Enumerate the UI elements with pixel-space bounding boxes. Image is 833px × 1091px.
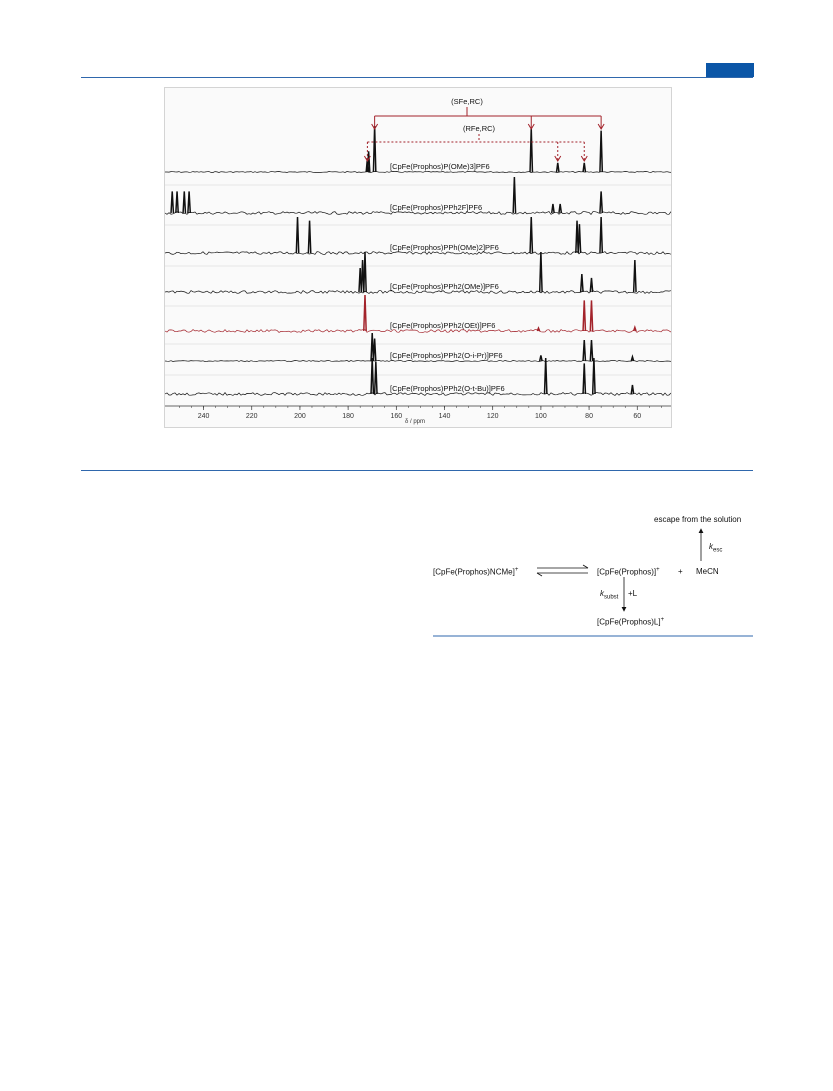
nmr-figure bbox=[164, 87, 672, 428]
spectrum-label: [CpFe(Prophos)PPh2F]PF6 bbox=[390, 203, 483, 212]
spectrum-peak bbox=[364, 295, 366, 331]
spectrum-peak bbox=[559, 204, 561, 213]
spectrum-peak bbox=[600, 191, 602, 213]
spectrum-label: [CpFe(Prophos)PPh2(OEt)]PF6 bbox=[390, 321, 496, 330]
spectrum-peak bbox=[371, 358, 373, 394]
spectrum-peak bbox=[373, 339, 375, 361]
page-number-tab bbox=[706, 63, 754, 77]
intermediate-label: [CpFe(Prophos)]+ bbox=[597, 567, 660, 577]
baseline-noise bbox=[165, 291, 671, 294]
spectrum-peak bbox=[593, 358, 595, 394]
spectrum-peak bbox=[513, 177, 515, 213]
k-subst-label: $k_{subst}$ bbox=[600, 589, 619, 601]
x-tick-label: 200 bbox=[294, 413, 306, 420]
x-tick-label: 60 bbox=[633, 413, 642, 420]
spectrum-peak bbox=[631, 385, 633, 394]
spectrum-peak bbox=[583, 363, 585, 394]
spectrum-peak bbox=[540, 252, 542, 292]
spectrum-peak bbox=[552, 204, 554, 213]
spectrum-peak bbox=[600, 217, 602, 253]
spectrum-peak bbox=[373, 126, 375, 172]
baseline-noise bbox=[165, 172, 671, 173]
spectrum-label: [CpFe(Prophos)P(OMe)3]PF6 bbox=[390, 162, 490, 171]
baseline-noise bbox=[165, 252, 671, 255]
spectrum-peak bbox=[296, 217, 298, 253]
spectrum-peak bbox=[375, 362, 377, 394]
spectrum-peak bbox=[634, 260, 636, 292]
spectrum-peak bbox=[530, 128, 532, 172]
section-rule bbox=[81, 470, 753, 471]
spectrum-peak bbox=[308, 221, 310, 253]
x-tick-label: 240 bbox=[197, 413, 210, 420]
x-tick-label: 180 bbox=[342, 413, 354, 420]
spectrum-peak bbox=[171, 191, 173, 213]
spectrum-peak bbox=[590, 278, 592, 292]
spectrum-peak bbox=[176, 191, 178, 213]
baseline-noise bbox=[165, 330, 671, 333]
plus-sign: + bbox=[678, 567, 683, 576]
x-tick-label: 120 bbox=[486, 413, 499, 420]
mecn-label: MeCN bbox=[696, 567, 719, 576]
escape-label: escape from the solution bbox=[654, 515, 742, 524]
baseline-noise bbox=[165, 361, 671, 362]
spectrum-label: [CpFe(Prophos)PPh2(OMe)]PF6 bbox=[390, 282, 499, 291]
header-rule bbox=[81, 77, 753, 78]
spectrum-label: [CpFe(Prophos)PPh(OMe)2]PF6 bbox=[390, 243, 499, 252]
spectrum-peak bbox=[540, 355, 542, 361]
spectrum-peak bbox=[557, 163, 559, 172]
x-tick-label: 160 bbox=[390, 413, 403, 420]
spectrum-label: [CpFe(Prophos)PPh2(O-i-Pr)]PF6 bbox=[390, 351, 503, 360]
reactant-label: [CpFe(Prophos)NCMe]+ bbox=[433, 567, 519, 577]
spectrum-peak bbox=[183, 191, 185, 213]
spectrum-peak bbox=[583, 300, 585, 331]
baseline-noise bbox=[165, 212, 671, 215]
spectrum-peak bbox=[364, 252, 366, 292]
x-axis-label: δ / ppm bbox=[404, 419, 426, 425]
plus-l-label: +L bbox=[628, 589, 638, 598]
x-tick-label: 100 bbox=[535, 413, 547, 420]
spectrum-peak bbox=[590, 340, 592, 361]
nmr-spectra-plot bbox=[165, 88, 671, 427]
rfe-annotation: (RFe,RC) bbox=[462, 124, 496, 133]
spectrum-peak bbox=[188, 191, 190, 213]
reaction-scheme bbox=[430, 505, 760, 645]
spectrum-peak bbox=[545, 358, 547, 394]
spectrum-peak bbox=[590, 300, 592, 331]
product-label: [CpFe(Prophos)L]+ bbox=[597, 617, 665, 627]
spectrum-peak bbox=[578, 224, 580, 253]
x-tick-label: 140 bbox=[438, 413, 451, 420]
spectrum-peak bbox=[583, 340, 585, 361]
spectrum-label: [CpFe(Prophos)PPh2(O-t-Bu)]PF6 bbox=[390, 384, 505, 393]
x-tick-label: 220 bbox=[245, 413, 258, 420]
spectrum-peak bbox=[583, 163, 585, 172]
x-tick-label: 80 bbox=[585, 413, 593, 420]
spectrum-peak bbox=[600, 131, 602, 172]
sfe-annotation: (SFe,RC) bbox=[451, 97, 483, 106]
spectrum-peak bbox=[530, 217, 532, 253]
spectrum-peak bbox=[581, 274, 583, 292]
k-esc-label: $k_{esc}$ bbox=[709, 542, 723, 554]
